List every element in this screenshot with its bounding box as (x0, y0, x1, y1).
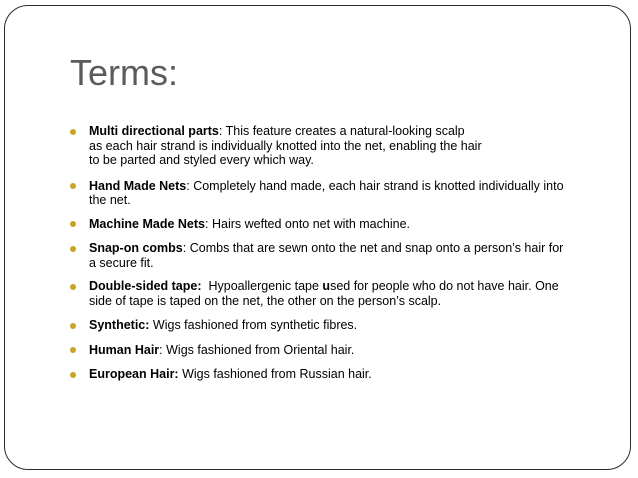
term-line: Hand Made Nets: Completely hand made, each hair strand is knotted individually into (89, 178, 564, 193)
term-text: Completely hand made, each hair strand is knotted individually into (189, 178, 564, 193)
term-line: Multi directional parts: This feature creates a natural-looking scalp (89, 124, 465, 138)
bullet-icon (70, 221, 76, 227)
terms-list (70, 124, 610, 382)
term-name: Multi directional parts (89, 124, 219, 138)
term-line: side of tape is taped on the net, the other on the person’s scalp. (89, 293, 442, 308)
term-line: Machine Made Nets: Hairs wefted onto net with machine. (89, 216, 410, 231)
term-item (70, 367, 610, 382)
term-name: Human Hair (89, 342, 160, 357)
term-name: Machine Made Nets (89, 216, 206, 231)
term-line: Double-sided tape: Hypoallergenic tape used for people who do not have hair. One (89, 279, 559, 293)
bullet-icon (70, 372, 76, 378)
term-text: Hairs wefted onto net with machine. (208, 216, 410, 231)
bullet-icon (70, 347, 76, 353)
term-item (70, 179, 610, 208)
term-item (70, 279, 610, 308)
term-text: Wigs fashioned from Oriental hair. (162, 342, 355, 357)
term-name: Hand Made Nets (89, 178, 187, 193)
term-text: Wigs fashioned from Russian hair. (178, 367, 372, 381)
bullet-icon (70, 246, 76, 252)
term-line (89, 318, 610, 333)
bullet-icon (70, 284, 76, 290)
term-item (70, 318, 610, 333)
term-line: a secure fit. (89, 255, 154, 270)
term-item (70, 241, 610, 270)
term-line: to be parted and styled every which way. (89, 153, 314, 167)
slide-title: Terms: (70, 52, 178, 93)
term-text: Wigs fashioned from synthetic fibres. (149, 318, 358, 332)
term-line: Snap-on combs: Combs that are sewn onto the net and snap onto a person’s hair for (89, 241, 564, 255)
term-item (70, 343, 610, 358)
term-line (89, 367, 610, 382)
term-item (70, 124, 610, 168)
term-line: the net. (89, 193, 131, 207)
term-text: Hypoallergenic tape (201, 279, 323, 293)
term-name: Snap-on combs (89, 241, 183, 255)
term-line: as each hair strand is individually knotted into the net, enabling the hair (89, 138, 482, 153)
bullet-icon (70, 323, 76, 329)
term-name: European Hair: (89, 367, 179, 381)
term-text: This feature creates a natural-looking scalp (222, 124, 465, 138)
term-name: Synthetic: (89, 318, 150, 332)
term-name: Double-sided tape: (89, 279, 202, 293)
term-item (70, 217, 610, 232)
bullet-icon (70, 183, 76, 189)
bullet-icon (70, 129, 76, 135)
term-line: Human Hair: Wigs fashioned from Oriental hair. (89, 342, 355, 357)
term-text: Combs that are sewn onto the net and snap onto a person’s hair for (186, 241, 564, 255)
